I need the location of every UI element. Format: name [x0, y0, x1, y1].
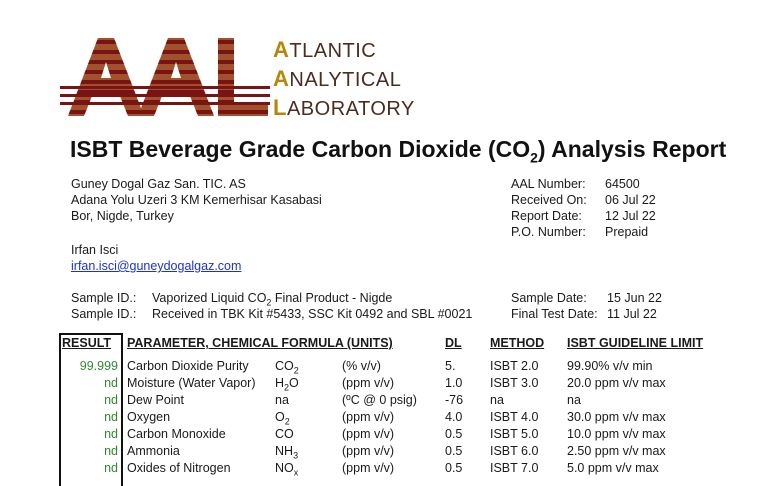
cell-method: ISBT 7.0	[490, 461, 539, 475]
report-date-value: 12 Jul 22	[605, 209, 656, 223]
logo-stripes	[60, 84, 270, 118]
po-number-label: P.O. Number:	[511, 225, 586, 239]
cell-limit: 99.90% v/v min	[567, 359, 653, 373]
client-contact: Irfan Isci	[71, 243, 119, 257]
cell-units: (ppm v/v)	[342, 461, 395, 475]
cell-parameter: Carbon Monoxide	[127, 427, 226, 441]
sample-id-value-1: Vaporized Liquid $CO_2$ Final Product - Nigde	[152, 291, 393, 308]
cell-parameter: Carbon Dioxide Purity	[127, 359, 249, 373]
cell-parameter: Ammonia	[127, 444, 180, 458]
po-number-value: Prepaid	[605, 225, 649, 239]
logo-word-laboratory: LABORATORY	[273, 95, 415, 120]
received-on-label: Received On:	[511, 193, 587, 207]
cell-formula: $O_2$	[275, 410, 290, 427]
cell-method: ISBT 4.0	[490, 410, 539, 424]
cell-result: nd	[104, 410, 118, 424]
client-address-line1: Adana Yolu Uzeri 3 KM Kemerhisar Kasabasi	[71, 193, 322, 207]
cell-result: nd	[104, 444, 118, 458]
cell-units: (ppm v/v)	[342, 427, 395, 441]
sample-id-label-2: Sample ID.:	[71, 307, 137, 321]
cell-limit: 30.0 ppm v/v max	[567, 410, 666, 424]
cell-parameter: Oxides of Nitrogen	[127, 461, 231, 475]
cell-result: nd	[104, 393, 118, 407]
cell-method: ISBT 3.0	[490, 376, 539, 390]
client-email-link[interactable]: irfan.isci@guneydogalgaz.com	[71, 259, 242, 273]
cell-limit: 10.0 ppm v/v max	[567, 427, 666, 441]
final-test-date-label: Final Test Date:	[511, 307, 598, 321]
client-address-line2: Bor, Nigde, Turkey	[71, 209, 174, 223]
cell-parameter: Oxygen	[127, 410, 171, 424]
cell-limit: na	[567, 393, 581, 407]
cell-dl: 0.5	[445, 461, 463, 475]
cell-formula: na	[275, 393, 289, 407]
cell-limit: 5.0 ppm v/v max	[567, 461, 659, 475]
cell-units: (ppm v/v)	[342, 410, 395, 424]
cell-method: ISBT 6.0	[490, 444, 539, 458]
cell-result: nd	[104, 376, 118, 390]
cell-parameter: Moisture (Water Vapor)	[127, 376, 256, 390]
aal-number-value: 64500	[605, 177, 640, 191]
cell-dl: -76	[445, 393, 464, 407]
cell-result: nd	[104, 461, 118, 475]
cell-formula: $NH_3$	[275, 444, 299, 461]
cell-formula: $NO_x$	[275, 461, 299, 478]
header-limit: ISBT GUIDELINE LIMIT	[567, 336, 704, 350]
cell-dl: 4.0	[445, 410, 463, 424]
aal-number-label: AAL Number:	[511, 177, 586, 191]
cell-formula: $H_2O$	[275, 376, 299, 393]
cell-method: ISBT 2.0	[490, 359, 539, 373]
cell-formula: $CO_2$	[275, 359, 299, 376]
cell-method: ISBT 5.0	[490, 427, 539, 441]
final-test-date-value: 11 Jul 22	[607, 307, 657, 321]
cell-limit: 20.0 ppm v/v max	[567, 376, 666, 390]
cell-method: na	[490, 393, 504, 407]
header-dl: DL	[445, 336, 462, 350]
cell-parameter: Dew Point	[127, 393, 184, 407]
logo-word-analytical: ANALYTICAL	[273, 66, 402, 91]
header-method: METHOD	[490, 336, 545, 350]
cell-dl: 0.5	[445, 444, 463, 458]
cell-dl: 1.0	[445, 376, 463, 390]
cell-dl: 5.	[445, 359, 456, 373]
cell-result: 99.999	[79, 359, 118, 373]
header-parameter: PARAMETER, CHEMICAL FORMULA (UNITS)	[127, 336, 393, 350]
cell-units: (ppm v/v)	[342, 444, 395, 458]
cell-dl: 0.5	[445, 427, 463, 441]
sample-date-label: Sample Date:	[511, 291, 587, 305]
cell-units: (ppm v/v)	[342, 376, 395, 390]
cell-units: (ºC @ 0 psig)	[342, 393, 417, 407]
cell-formula: CO	[275, 427, 294, 441]
cell-limit: 2.50 ppm v/v max	[567, 444, 666, 458]
cell-units: (% v/v)	[342, 359, 381, 373]
header-result: RESULT	[62, 336, 112, 350]
sample-id-value-2: Received in TBK Kit #5433, SSC Kit 0492 and SBL #0021	[152, 307, 473, 321]
cell-result: nd	[104, 427, 118, 441]
sample-date-value: 15 Jun 22	[607, 291, 662, 305]
logo-word-atlantic: ATLANTIC	[273, 37, 377, 62]
client-company: Guney Dogal Gaz San. TIC. AS	[71, 177, 246, 191]
sample-id-label-1: Sample ID.:	[71, 291, 137, 305]
received-on-value: 06 Jul 22	[605, 193, 656, 207]
report-date-label: Report Date:	[511, 209, 582, 223]
report-title: ISBT Beverage Grade Carbon Dioxide $(CO_2)$ Analysis Report	[70, 136, 727, 166]
